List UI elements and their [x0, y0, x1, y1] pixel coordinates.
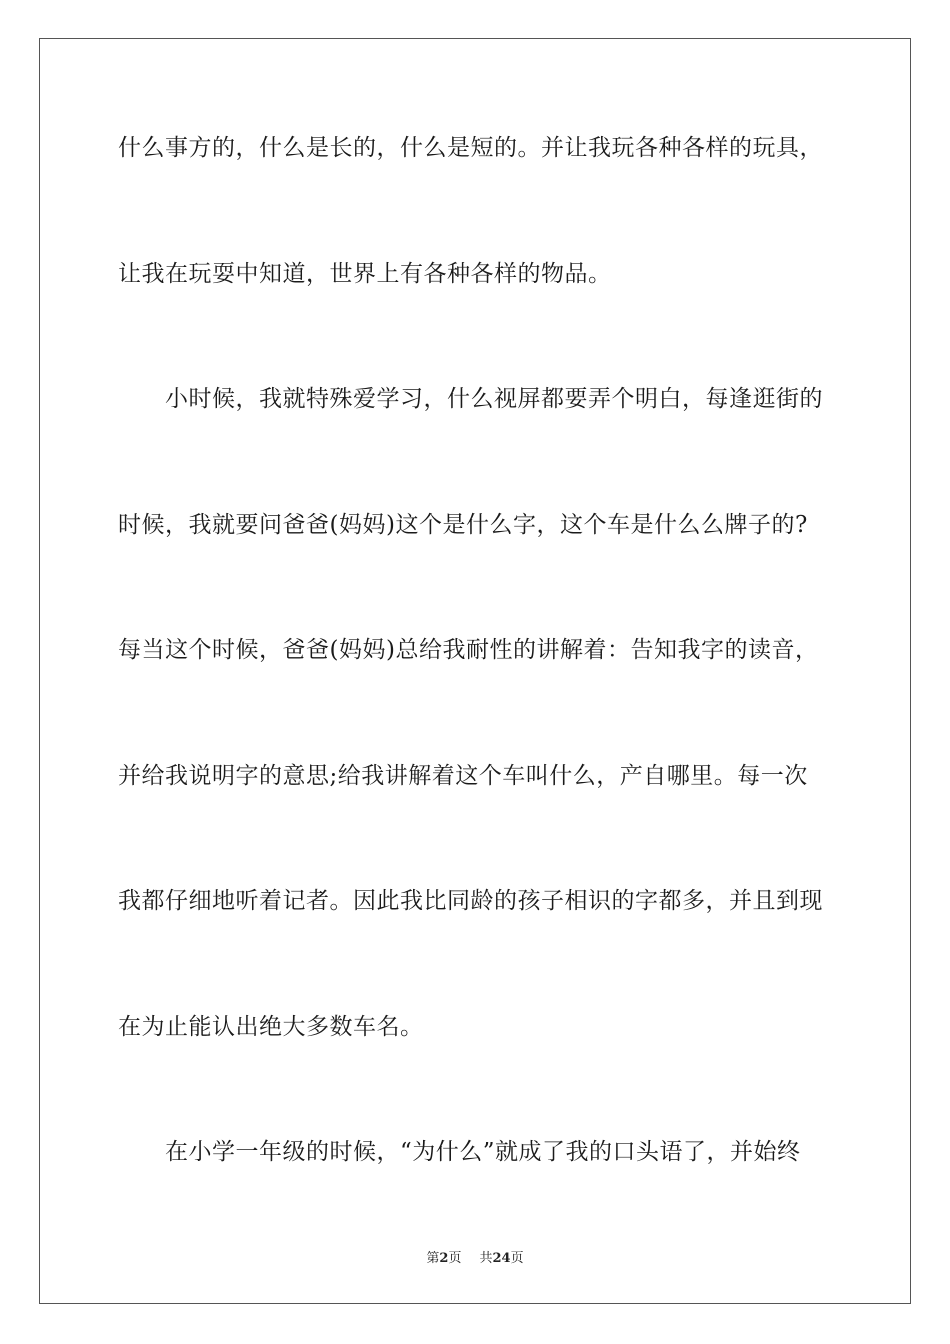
paragraph-line-8: 在为止能认出绝大多数车名。	[118, 1014, 424, 1040]
page-prefix: 第	[426, 1251, 440, 1266]
page-footer	[0, 1247, 950, 1266]
paragraph-line-6: 并给我说明字的意思;给我讲解着这个车叫什么，产自哪里。每一次	[118, 763, 808, 789]
total-prefix: 共	[479, 1251, 493, 1266]
total-pages: 24	[492, 1251, 511, 1266]
page-border	[39, 38, 911, 1304]
paragraph-line-7: 我都仔细地听着记者。因此我比同龄的孩子相识的字都多，并且到现	[118, 888, 823, 914]
paragraph-line-4: 时候，我就要问爸爸(妈妈)这个是什么字，这个车是什么么牌子的?	[118, 512, 808, 538]
page-number: 2	[439, 1251, 449, 1266]
total-suffix: 页	[510, 1251, 524, 1266]
paragraph-line-9: 在小学一年级的时候，“为什么”就成了我的口头语了，并始终	[165, 1139, 801, 1165]
paragraph-line-1: 什么事方的，什么是长的，什么是短的。并让我玩各种各样的玩具，	[118, 135, 823, 161]
paragraph-line-3: 小时候，我就特殊爱学习，什么视屏都要弄个明白，每逢逛街的	[165, 386, 823, 412]
paragraph-line-2: 让我在玩耍中知道，世界上有各种各样的物品。	[118, 261, 612, 287]
paragraph-line-5: 每当这个时候，爸爸(妈妈)总给我耐性的讲解着：告知我字的读音，	[118, 637, 819, 663]
page-suffix: 页	[448, 1251, 462, 1266]
